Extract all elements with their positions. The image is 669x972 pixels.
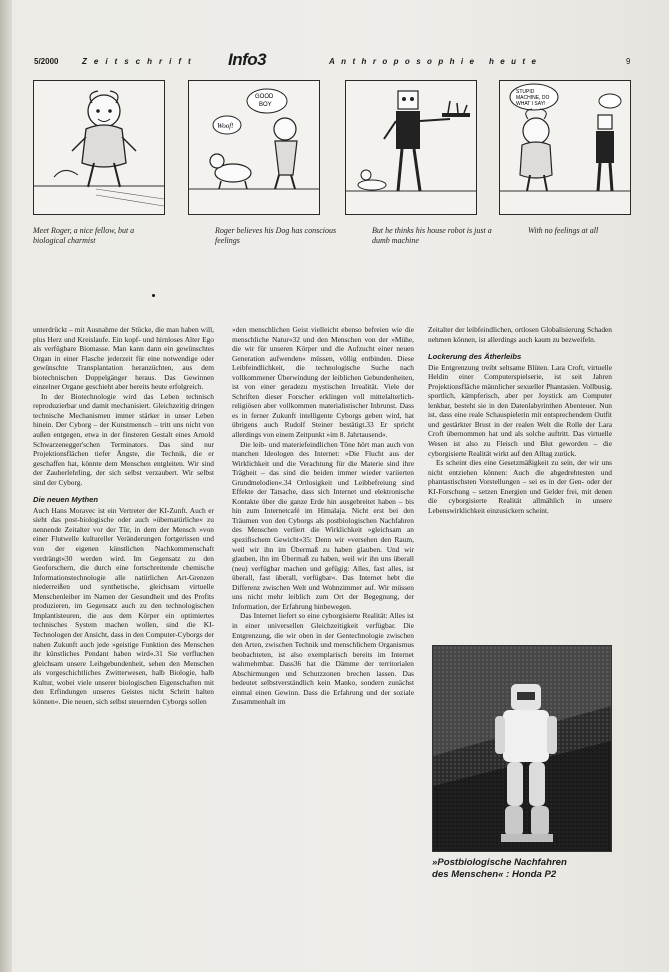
header-left-label: Zeitschrift xyxy=(82,57,198,66)
cartoon-panel-1 xyxy=(33,80,165,215)
page-header xyxy=(34,52,634,70)
paragraph: unterdrückt – mit Ausnahme der Stücke, die man haben will, plus Herz und Kreislaufe. Ein kopf- und hirnloses Alter Ego als verfügbare Biomasse. Man kann dann ein gewünschtes Organ in einer Flasche jederzeit für eine notwendige oder gewünschte Transplantation heranzüchten, aus dem biotechnischen Doppelgänger heraus. Das Gewinnen einzelner Organe geschieht aber bereits heute erfolgreich. xyxy=(33,325,214,392)
robot-photo xyxy=(432,645,612,852)
cartoon-roger-icon xyxy=(34,81,164,214)
cartoon-caption-3: But he thinks his house robot is just a dumb machine xyxy=(372,226,492,245)
svg-text:WHAT I SAY!: WHAT I SAY! xyxy=(516,101,546,107)
paragraph: In der Biotechnologie wird das Leben technisch reproduzierbar und damit mechanisiert. Gleichzeitig dringen technische Mechanismen immer stärker in unser Leben hinein. Der Cyborg – der Kunstmensch – tritt uns nicht von außen entgegen, etwa in der finsteren Gestalt eines Arnold Schwarzenegger'schen Terminators. Das sind nur Projektionsflächen tiefer Ängste, die Technik, die er geschaffen hat, könnte dem Menschen entgleiten. Wir sind der Zauberlehrling, der sich selbst verzaubert. Wir selbst sind der Cyborg. xyxy=(33,391,214,487)
cartoon-caption-2: Roger believes his Dog has conscious feelings xyxy=(215,226,337,245)
cartoon-robot-icon xyxy=(500,81,630,214)
paragraph: Auch Hans Moravec ist ein Vertreter der KI-Zunft. Auch er sieht das post-biologische oder auch »übernatürliche« zu nennende Zeitalter vor der Tür, in dem der Mensch »von einer Flutwelle kultureller Veränderungen fortgerissen und von der eigenen künstlichen Nachkommenschaft verdrängt«30 werden wird. Im Gegensatz zu den Geoforschern, die durch eine fortschreitende chemische Informationstechnologie alle natürlichen Art-Grenzen niederreißen und synthetische, gleichsam virtuelle Menschenleiber im Namen der Gesundheit und des Profits produzieren, im Gegensatz auch zu den technologischen Implantisteuren, die aus dem Körper ein optimiertes technisches System machen wollen, sind die KI-Technologen der Ansicht, dass in den Computer-Cyborgs der nahen Zukunft auch jede »geistige Funktion des Menschen ihr künstliches Pendant haben wird«.31 Sie verfluchen gleichsam unsere Leibgebundenheit, sehen den Menschen als vorgeschichtliches Zwitterwesen, halb Biologie, halb Kultur, wobei viele unserer biologischen Eigenschaften mit den Erfindungen unseres Geistes nicht Schritt halten können«. Die neuen, sich selbst steuernden Cyborgs sollen xyxy=(33,505,214,706)
cartoon-caption-1: Meet Roger, a nice fellow, but a biological charmist xyxy=(33,226,135,245)
photo-caption xyxy=(432,857,612,881)
svg-text:MACHINE, DO: MACHINE, DO xyxy=(516,95,550,101)
cartoon-dog-icon xyxy=(189,81,319,214)
cartoon-panel-3 xyxy=(345,80,477,215)
magazine-logo: Info3 xyxy=(228,50,267,69)
cartoon-panel-4 xyxy=(499,80,631,215)
photo-caption-line-1: »Postbiologische Nachfahren xyxy=(432,857,567,868)
text-column-2 xyxy=(232,325,414,707)
section-heading: Lockerung des Ätherleibs xyxy=(428,352,522,362)
page-spine-shadow xyxy=(0,0,12,972)
cartoon-panel-2 xyxy=(188,80,320,215)
paragraph: Zeitalter der leibfeindlichen, ortlosen Globalisierung Schaden nehmen können, ist allerdings auch kaum zu bezweifeln. xyxy=(428,325,612,344)
cartoon-robot-icon xyxy=(346,81,476,214)
paragraph: »den menschlichen Geist vielleicht ebenso befreien wie die menschliche Natur«32 und den Menschen von der »Mühe, die wir für unseren Körper und die Aufzucht einer neuen Generation aufwenden« müssen, völlig entbinden. Diese Leibfeindlichkeit, die technologische Suche nach vollkommener Überwindung der leiblichen Gebundenheiten, ist von einer geradezu mystischen Irrealität. Viele der Schriften dieser Forscher erklingen voll mittelalterlich-religiösen aber vollkommen materialistischer Inbrunst. Dass es in ferner Zukunft intelligente Cyborgs geben wird, hat übrigens auch Rudolf Steiner bestätigt.33 Er spricht allerdings von einem Zeitpunkt »im 8. Jahrtausend«. xyxy=(232,325,414,440)
paragraph: Es scheint dies eine Gesetzmäßigkeit zu sein, der wir uns nicht entziehen können: Auch die abgedrehtesten und phantastischsten Vorstellungen – sei es in der Gen- oder der KI-Forschung – setzen Energien und Gelder frei, mit denen die cyborgisierte Realität allmählich in unsere Lebenswirklichkeit einzusickern scheint. xyxy=(428,458,612,515)
text-column-3 xyxy=(428,325,612,515)
page-number: 9 xyxy=(626,57,631,66)
paragraph: Die leib- und materiefeindlichen Töne hört man auch von manchen Ideologen des Internet: »Die Flucht aus der Wirklichkeit und die Verachtung für die Materie sind ihre Trägheit – das sind die beiden immer wieder variierten Grundmelodien«.34 Ortlosigkeit und Leibbefreiung sind Effekte der Tatsache, dass sich Internet und elektronische Kontakte über die ganze Erde hin ausgebreitet haben – bis hin zum Internetcafé im Himalaja. Nicht erst bei den Träumen von den Cyborgs als postbiologischen Nachfahren des Menschen verliert die Wirklichkeit »gleichsam an spezifischem Gewicht«35: Denn wir »versehen den Raum, weil wir ihn im Übermaß zu haben glauben. Und wir glauben, ihn im Übermaß zu haben, weil wir ihn uns überall (neu) verfügbar machen und gefügig: Alles, fast alles, ist überall, fast überall, verfügbar«. Das Internet hebt die Differenz zwischen Welt und Wohnzimmer auf. Wir müssen uns nicht mehr leiblich zum Ort der Begegnung, der Information, der Erfahrung hinbewegen. xyxy=(232,439,414,611)
svg-text:BOY: BOY xyxy=(259,102,272,108)
photo-caption-line-2: des Menschen« : Honda P2 xyxy=(432,869,557,880)
issue-date: 5/2000 xyxy=(34,57,59,66)
speech-good-boy: GOOD xyxy=(255,94,274,100)
speech-woof: Woof! xyxy=(217,122,234,130)
robot-photo-icon xyxy=(433,646,611,851)
speech-stupid-machine: STUPID xyxy=(516,89,535,95)
cartoon-caption-4: With no feelings at all xyxy=(528,226,599,235)
stray-dot xyxy=(152,294,155,297)
paragraph: Das Internet liefert so eine cyborgisierte Realität: Alles ist in einer universellen Gleichzeitigkeit verfügbar. Die Entgrenzung, die wir oben in der Gentechnologie zwischen den Arten, zwischen Technik und menschlichem Organismus beobachteten, ist also exemplarisch bereits im Internet wahrnehmbar. Dass36 hat die Dämme der territorialen Abschirmungen und Schutzzonen brechen lassen. Das bedeutet selbstverständlich kein Manko, sondern zunächst einmal einen Gewinn. Dass die Erfahrung und der soziale Zusammenhalt im xyxy=(232,611,414,707)
paragraph: Die Entgrenzung treibt seltsame Blüten. Lara Croft, virtuelle Heldin einer Computerspielserie, ist seit Jahren Projektionsfläche männlicher sexueller Phantasien. Vollbusig, sportlich, kämpferisch, aber per Joystick am Computer lenkbar, besteht sie in den Datenlabyrinthen Abenteuer. Nun ist, dass eine reale Schauspielerin mit entsprechendem Outfit und gestärkter Brust in der realen Welt die Rolle der Lara Croft übernommen hat und als solche auftritt. Das virtuelle Wesen ist also zu Fleisch und Blut geworden – die cyborgisierte Realität wirkt auf den Alltag zurück. xyxy=(428,362,612,458)
text-column-1 xyxy=(33,325,214,706)
section-heading: Die neuen Mythen xyxy=(33,495,98,505)
header-right-label: Anthroposophie heute xyxy=(329,57,543,66)
